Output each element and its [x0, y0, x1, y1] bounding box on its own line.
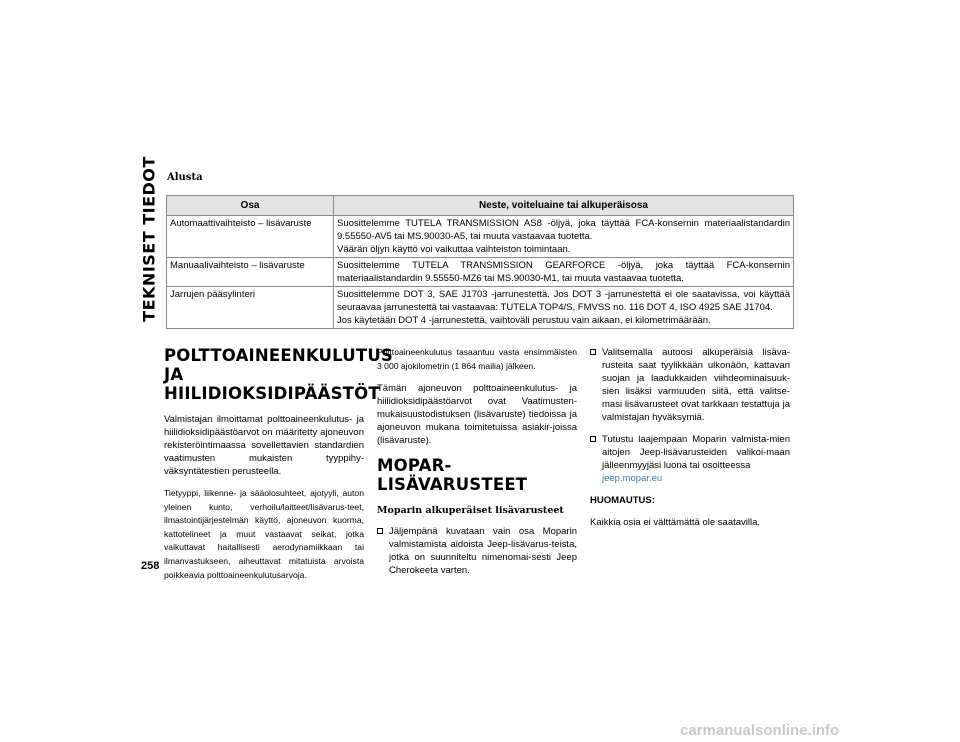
column-left: [164, 346, 393, 591]
fuel-paragraph: Tietyyppi, liikenne- ja sääolosuhteet, ajotyyli, auton yleinen kunto, verhoilu/laitteet/lisävarus-teet, ilmastointijärjestelmän käyttö, ajoneuvon kuorma, kattotelineet ja muut vastaavat seikat, jotka vaikuttavat haitallisesti aerodynamiikkaan tai ilmanvastukseen, aiheuttavat mitatuista arvoista poikkeavia polttoaineenkulutusarvoja.: [164, 488, 364, 580]
table-header-row: [167, 196, 794, 216]
table-header-part: Osa: [167, 196, 334, 216]
fuel-paragraph: Tämän ajoneuvon polttoaineenkulutus- ja hiilidioksidipäästöarvot ovat Vaatimusten-mukaisuustodistuksen (lisävaruste) tiedoissa ja ajoneuvon mukana toimitetuissa asiakir-joissa (lisävaruste).: [377, 383, 577, 447]
table-cell-part: Automaattivaihteisto – lisävaruste: [167, 216, 334, 258]
note-title: HUOMAUTUS:: [590, 495, 655, 506]
table-row: [167, 216, 794, 258]
mopar-link[interactable]: jeep.mopar.eu: [602, 473, 663, 484]
table-cell-fluid: [334, 287, 794, 329]
section-side-tab: [139, 155, 159, 322]
list-item: [590, 433, 790, 485]
fluids-table: [166, 195, 794, 329]
fuel-paragraph: Valmistajan ilmoittamat polttoaineenkulutus- ja hiilidioksidipäästöarvot on määritetty ajoneuvon rekisteröintimaassa sovellettavien standardien vaatimusten mukaisten tyyppihy-väksyntätestien perusteella.: [164, 414, 364, 477]
table-cell-fluid: [334, 258, 794, 287]
table-cell-line: Suosittelemme TUTELA TRANSMISSION AS8 -öljyä, joka täyttää FCA-konsernin materiaalistandardin 9.55550-AV5 tai MS.90030-A5, tai muuta vastaavaa tuotetta.: [337, 218, 790, 242]
checkbox-bullet-icon: [590, 436, 596, 442]
table-cell-fluid: [334, 216, 794, 258]
table-header-fluid: Neste, voiteluaine tai alkuperäisosa: [334, 196, 794, 216]
table-cell-line: Jos käytetään DOT 4 -jarrunestettä, vaihtoväli perustuu vain aikaan, ei kilometrimäärään.: [337, 315, 711, 326]
table-row: [167, 258, 794, 287]
mopar-subheading: Moparin alkuperäiset lisävarusteet: [377, 505, 564, 517]
page-number: 258: [141, 560, 160, 572]
list-item-text: Valitsemalla autoosi alkuperäisiä lisäva-rusteita saat tyylikkään ulkonäön, kattavan suojan ja laadukkaiden viihdeominaisuuk-sien lisäksi varmuuden siitä, että valitse-masi lisävarusteet ovat tarkkaan testattuja ja valmistajan hyväksymiä.: [602, 347, 790, 423]
watermark: carmanualsonline.info: [680, 722, 840, 739]
fuel-paragraph: Polttoaineenkulutus tasaantuu vasta ensimmäisten 3 000 ajokilometrin (1 864 mailia) jälkeen.: [377, 347, 577, 371]
table-cell-line: Suosittelemme DOT 3, SAE J1703 -jarrunestettä. Jos DOT 3 -jarrunestettä ei ole saatavissa, voi käyttää seuraavaa jarrunestettä tai vastaavaa: TUTELA TOP4/S, FMVSS no. 116 DOT 4, ISO 4925 SAE J1704.: [337, 289, 790, 313]
table-cell-part: Jarrujen pääsylinteri: [167, 287, 334, 329]
column-middle: [377, 346, 577, 586]
list-item: [590, 346, 790, 424]
table-cell-line: Suosittelemme TUTELA TRANSMISSION GEARFORCE -öljyä, joka täyttää FCA-konsernin materiaalistandardin 9.55550-MZ6 tai MS.90030-M1, tai muuta vastaavaa tuotetta.: [337, 260, 790, 284]
note-text: Kaikkia osia ei välttämättä ole saatavilla.: [590, 517, 761, 528]
fuel-heading: POLTTOAINEENKULUTUS JA HIILIDIOKSIDIPÄÄSTÖT: [164, 346, 393, 403]
list-item-text: Tutustu laajempaan Moparin valmista-mien aitojen Jeep-lisävarusteiden valikoi-maan jälleenmyyjäsi luona tai osoitteessa: [602, 434, 790, 471]
table-cell-part: Manuaalivaihteisto – lisävaruste: [167, 258, 334, 287]
mopar-heading: MOPAR-LISÄVARUSTEET: [377, 456, 528, 495]
checkbox-bullet-icon: [590, 349, 596, 355]
column-right: [590, 346, 790, 538]
list-item-text: Jäljempänä kuvataan vain osa Moparin valmistamista aidoista Jeep-lisävarus-teista, jotka on suunniteltu nimenomai-sesti Jeep Cherokeeta varten.: [389, 526, 577, 577]
list-item: [377, 525, 577, 577]
section-side-title: TEKNISET TIEDOT: [139, 155, 159, 322]
table-section-label: Alusta: [167, 172, 203, 183]
table-cell-line: Väärän öljyn käyttö voi vaikuttaa vaihteiston toimintaan.: [337, 244, 571, 255]
checkbox-bullet-icon: [377, 528, 383, 534]
table-row: [167, 287, 794, 329]
